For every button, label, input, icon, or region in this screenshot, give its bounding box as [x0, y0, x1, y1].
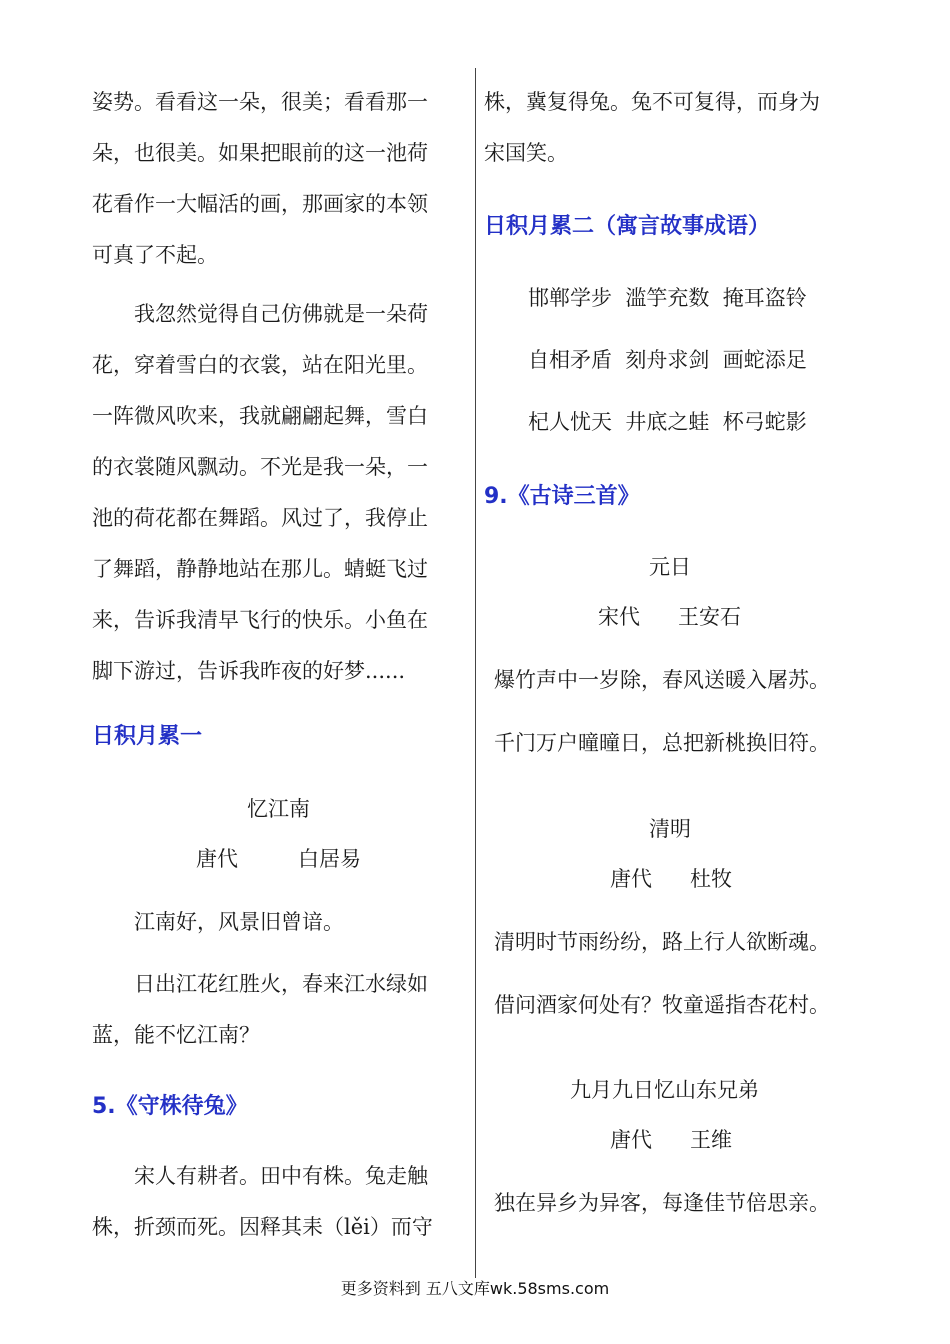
poem-title: 忆江南: [247, 797, 310, 821]
poem-author: 杜牧: [690, 867, 732, 891]
idiom-row: 自相矛盾 刻舟求剑 画蛇添足: [528, 348, 807, 372]
footer-link[interactable]: 更多资料到 五八文库wk.58sms.com: [340, 1279, 610, 1298]
poem-dynasty: 唐代: [610, 867, 652, 891]
text-line: 我忽然觉得自己仿佛就是一朵荷: [134, 302, 428, 326]
text-line: 姿势。看看这一朵，很美；看看那一: [92, 90, 428, 114]
poem-line: 千门万户曈曈日，总把新桃换旧符。: [494, 731, 830, 755]
poem-line: 蓝，能不忆江南？: [92, 1023, 260, 1047]
text-line: 花看作一大幅活的画，那画家的本领: [92, 192, 428, 216]
text-line: 可真了不起。: [92, 243, 218, 267]
section-heading: 日积月累二（寓言故事成语）: [484, 214, 771, 239]
poem-dynasty: 宋代: [598, 605, 640, 629]
text-line: 池的荷花都在舞蹈。风过了，我停止: [92, 506, 428, 530]
poem-author: 王维: [690, 1128, 732, 1152]
idiom-row: 邯郸学步 滥竽充数 掩耳盗铃: [528, 286, 807, 310]
poem-title: 元日: [649, 555, 691, 579]
poem-line: 爆竹声中一岁除，春风送暖入屠苏。: [494, 668, 830, 692]
poem-author: 白居易: [298, 847, 361, 871]
section-heading: 5.《守株待兔》: [92, 1094, 248, 1119]
text-line: 的衣裳随风飘动。不光是我一朵，一: [92, 455, 428, 479]
column-divider: [475, 68, 476, 1278]
poem-title: 九月九日忆山东兄弟: [570, 1078, 759, 1102]
text-line: 宋国笑。: [484, 141, 568, 165]
text-line: 朵，也很美。如果把眼前的这一池荷: [92, 141, 428, 165]
poem-dynasty: 唐代: [196, 847, 238, 871]
poem-line: 独在异乡为异客，每逢佳节倍思亲。: [494, 1191, 830, 1215]
text-line: 一阵微风吹来，我就翩翩起舞，雪白: [92, 404, 428, 428]
poem-author: 王安石: [678, 605, 741, 629]
poem-line: 清明时节雨纷纷，路上行人欲断魂。: [494, 930, 830, 954]
text-line: 花，穿着雪白的衣裳，站在阳光里。: [92, 353, 428, 377]
section-heading: 9.《古诗三首》: [484, 484, 640, 509]
text-line: 来，告诉我清早飞行的快乐。小鱼在: [92, 608, 428, 632]
idiom-row: 杞人忧天 井底之蛙 杯弓蛇影: [528, 410, 807, 434]
poem-line: 日出江花红胜火，春来江水绿如: [134, 972, 428, 996]
poem-line: 江南好，风景旧曾谙。: [134, 910, 344, 934]
text-line: 了舞蹈，静静地站在那儿。蜻蜓飞过: [92, 557, 428, 581]
text-line: 株，冀复得兔。兔不可复得，而身为: [484, 90, 820, 114]
section-heading: 日积月累一: [92, 724, 203, 749]
poem-dynasty: 唐代: [610, 1128, 652, 1152]
poem-line: 借问酒家何处有？牧童遥指杏花村。: [494, 993, 830, 1017]
text-line: 宋人有耕者。田中有株。兔走触: [134, 1164, 428, 1188]
poem-title: 清明: [649, 817, 691, 841]
text-line: 株，折颈而死。因释其耒（lěi）而守: [92, 1215, 433, 1239]
text-line: 脚下游过，告诉我昨夜的好梦......: [92, 659, 406, 683]
